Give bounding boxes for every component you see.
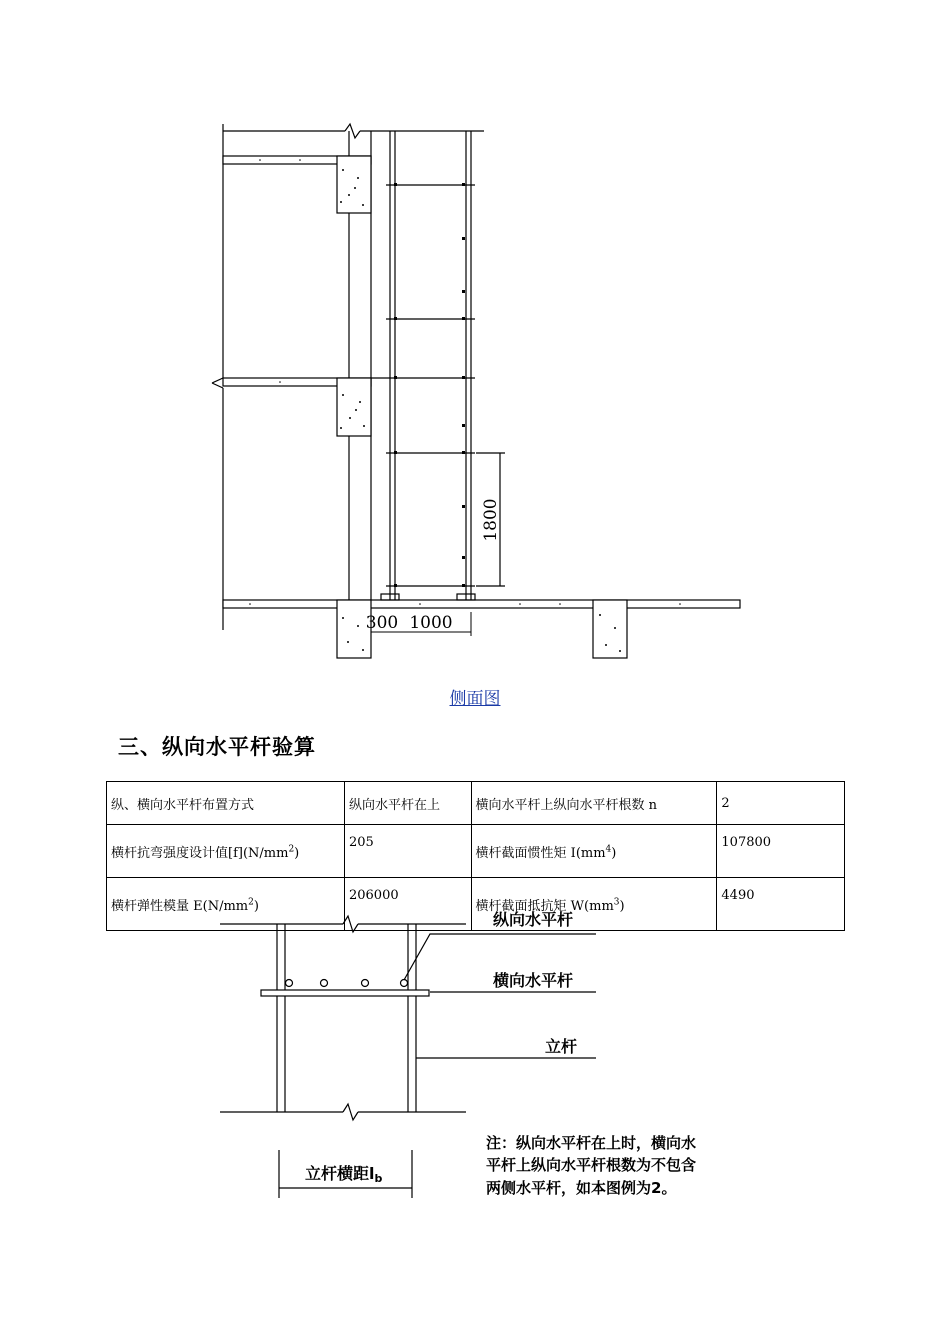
side-view-caption-link[interactable]: 侧面图	[449, 689, 501, 709]
section-title: 三、纵向水平杆验算	[118, 735, 316, 759]
concrete-hatching	[249, 159, 681, 652]
side-view-drawing	[212, 124, 740, 658]
table-row	[107, 878, 845, 931]
note-line-3: 两侧水平杆，如本图例为2。	[486, 1179, 677, 1197]
dimension-300: 300	[365, 613, 399, 633]
note-line-1: 注：纵向水平杆在上时，横向水	[486, 1134, 697, 1152]
table-cell: 纵、横向水平杆布置方式	[107, 782, 345, 825]
table-cell: 4490	[717, 878, 845, 931]
table-cell: 107800	[717, 825, 845, 878]
table-cell: 纵向水平杆在上	[344, 782, 471, 825]
label-upright-spacing: 立杆横距lb	[305, 1164, 383, 1185]
label-transverse-bar: 横向水平杆	[493, 971, 574, 990]
table-row	[107, 825, 845, 878]
table-row	[107, 782, 845, 825]
table-cell: 2	[717, 782, 845, 825]
note-line-2: 平杆上纵向水平杆根数为不包含	[486, 1156, 697, 1174]
label-longitudinal-bar: 纵向水平杆	[493, 910, 574, 929]
parameters-table	[106, 781, 845, 931]
side-view-bolts	[394, 183, 465, 587]
table-cell: 206000	[344, 878, 471, 931]
table-cell: 横杆截面惯性矩 $I(mm^4)$	[471, 825, 717, 878]
table-cell: 205	[344, 825, 471, 878]
table-cell: 横向水平杆上纵向水平杆根数 n	[471, 782, 717, 825]
table-cell: 横杆截面抵抗矩 $W(mm^3)$	[471, 878, 717, 931]
dimension-1000: 1000	[409, 613, 453, 633]
label-upright: 立杆	[545, 1037, 578, 1056]
table-cell: 横杆弹性模量 $E(N/mm^2)$	[107, 878, 345, 931]
table-cell: 横杆抗弯强度设计值$[f](N/mm^2)$	[107, 825, 345, 878]
dimension-1800: 1800	[481, 498, 501, 542]
